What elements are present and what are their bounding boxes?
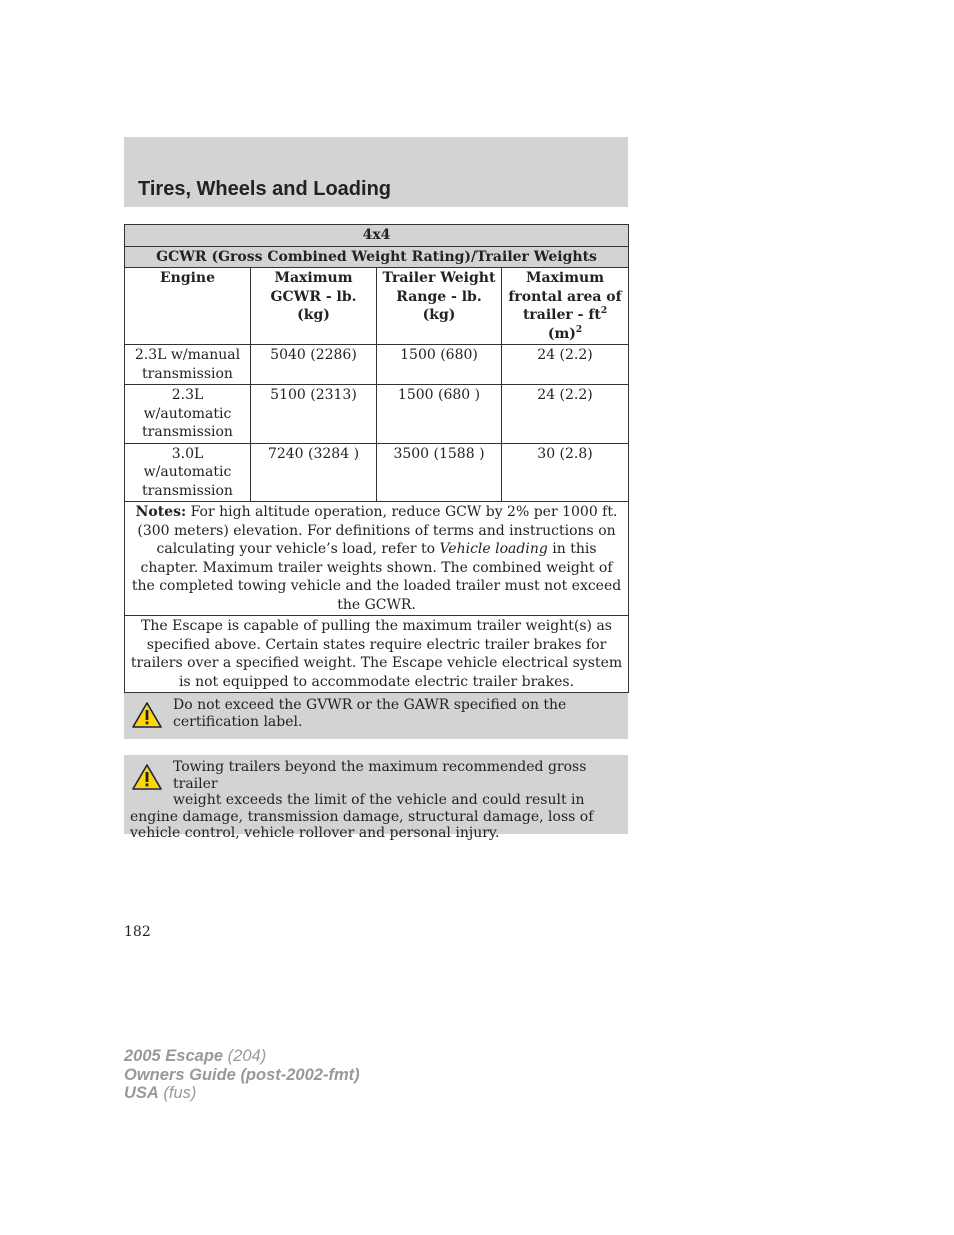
footer-guide: Owners Guide (post-2002-fmt) xyxy=(124,1065,360,1084)
cell-gcwr: 5040 (2286) xyxy=(251,345,377,385)
table-subtitle-row xyxy=(125,246,629,268)
vehicle-loading-reference: Vehicle loading xyxy=(439,541,548,557)
table-header-row xyxy=(125,268,629,345)
notes-row xyxy=(125,502,629,616)
table-row xyxy=(125,443,629,502)
column-header-engine-label: Engine xyxy=(159,270,216,286)
cell-frontal: 24 (2.2) xyxy=(502,345,629,385)
footer-model: 2005 Escape xyxy=(124,1047,224,1065)
notes-text-end: in this chapter. Maximum trailer weights shown. The combined weight of the completed towing vehicle and the loaded trailer must not exceed the GCWR. xyxy=(131,541,622,613)
cell-gcwr: 7240 (3284 ) xyxy=(251,443,377,502)
cell-frontal: 24 (2.2) xyxy=(502,385,629,444)
footer-line-1 xyxy=(124,1047,360,1066)
footer-line-2 xyxy=(124,1066,360,1085)
footer-market-code: (fus) xyxy=(158,1084,197,1102)
escape-note: The Escape is capable of pulling the maximum trailer weight(s) as specified above. Certain states require electric trailer brakes for trailers over a specified weight. The Escape vehicle electrical system is not equipped to accommodate electric trailer brakes. xyxy=(125,616,629,693)
column-header-gcwr-line3: (kg) xyxy=(297,307,330,323)
cell-frontal: 30 (2.8) xyxy=(502,443,629,502)
column-header-trailer-line1: Trailer Weight xyxy=(382,270,496,286)
page-number: 182 xyxy=(124,924,151,940)
warning-text-cont: weight exceeds the limit of the vehicle and could result in xyxy=(173,792,585,808)
column-header-frontal-line4: (m) xyxy=(547,325,576,342)
footer-market: USA xyxy=(124,1084,159,1102)
column-header-trailer-line3: (kg) xyxy=(422,307,456,323)
warning-triangle-icon xyxy=(131,763,163,791)
superscript: 2 xyxy=(575,324,583,335)
cell-gcwr: 5100 (2313) xyxy=(251,385,377,444)
section-header xyxy=(124,137,628,207)
cell-engine: 3.0L w/automatic transmission xyxy=(125,443,251,502)
column-header-gcwr xyxy=(251,268,377,345)
column-header-gcwr-line2: GCWR - lb. xyxy=(270,288,357,305)
cell-engine: 2.3L w/manual transmission xyxy=(125,345,251,385)
column-header-frontal-line3: trailer - ft xyxy=(522,307,601,323)
notes-text: For high altitude operation, reduce GCW by 2% per 1000 ft. (300 meters) elevation. For definitions of terms and instructions on calculating your vehicle’s load, refer to xyxy=(137,504,618,557)
column-header-trailer-weight xyxy=(377,268,502,345)
table-row xyxy=(125,385,629,444)
footer xyxy=(124,1047,360,1103)
column-header-trailer-line2: Range - lb. xyxy=(396,288,482,305)
warning-text: Do not exceed the GVWR or the GAWR specified on the xyxy=(173,697,567,713)
column-header-frontal-line2: frontal area of xyxy=(508,288,622,305)
table-title: 4x4 xyxy=(125,225,629,247)
column-header-gcwr-line1: Maximum xyxy=(274,270,353,286)
cell-trailer: 3500 (1588 ) xyxy=(377,443,502,502)
footer-model-code: (204) xyxy=(223,1047,267,1065)
section-title: Tires, Wheels and Loading xyxy=(138,178,392,200)
warning-text: Towing trailers beyond the maximum recommended gross trailer xyxy=(173,759,587,792)
footer-line-3 xyxy=(124,1084,360,1103)
warning-text-cont: certification label. xyxy=(173,713,303,730)
gcwr-table xyxy=(124,224,629,693)
superscript: 2 xyxy=(600,306,608,316)
cell-trailer: 1500 (680) xyxy=(377,345,502,385)
cell-engine: 2.3L w/automatic transmission xyxy=(125,385,251,444)
notes-cell xyxy=(125,502,629,616)
warning-text-wrap: engine damage, transmission damage, structural damage, loss of vehicle control, vehicle rollover and personal injury. xyxy=(130,808,594,841)
warning-triangle-icon xyxy=(131,701,163,729)
table-title-row xyxy=(125,225,629,247)
column-header-frontal-line1: Maximum xyxy=(525,270,605,286)
warning-box-gvwr xyxy=(124,693,628,739)
cell-trailer: 1500 (680 ) xyxy=(377,385,502,444)
table-row xyxy=(125,345,629,385)
warning-box-towing xyxy=(124,755,628,841)
table-subtitle: GCWR (Gross Combined Weight Rating)/Trailer Weights xyxy=(125,246,629,268)
column-header-engine xyxy=(125,268,251,345)
column-header-frontal-area xyxy=(502,268,629,345)
escape-note-row xyxy=(125,616,629,693)
notes-label: Notes: xyxy=(135,504,187,520)
